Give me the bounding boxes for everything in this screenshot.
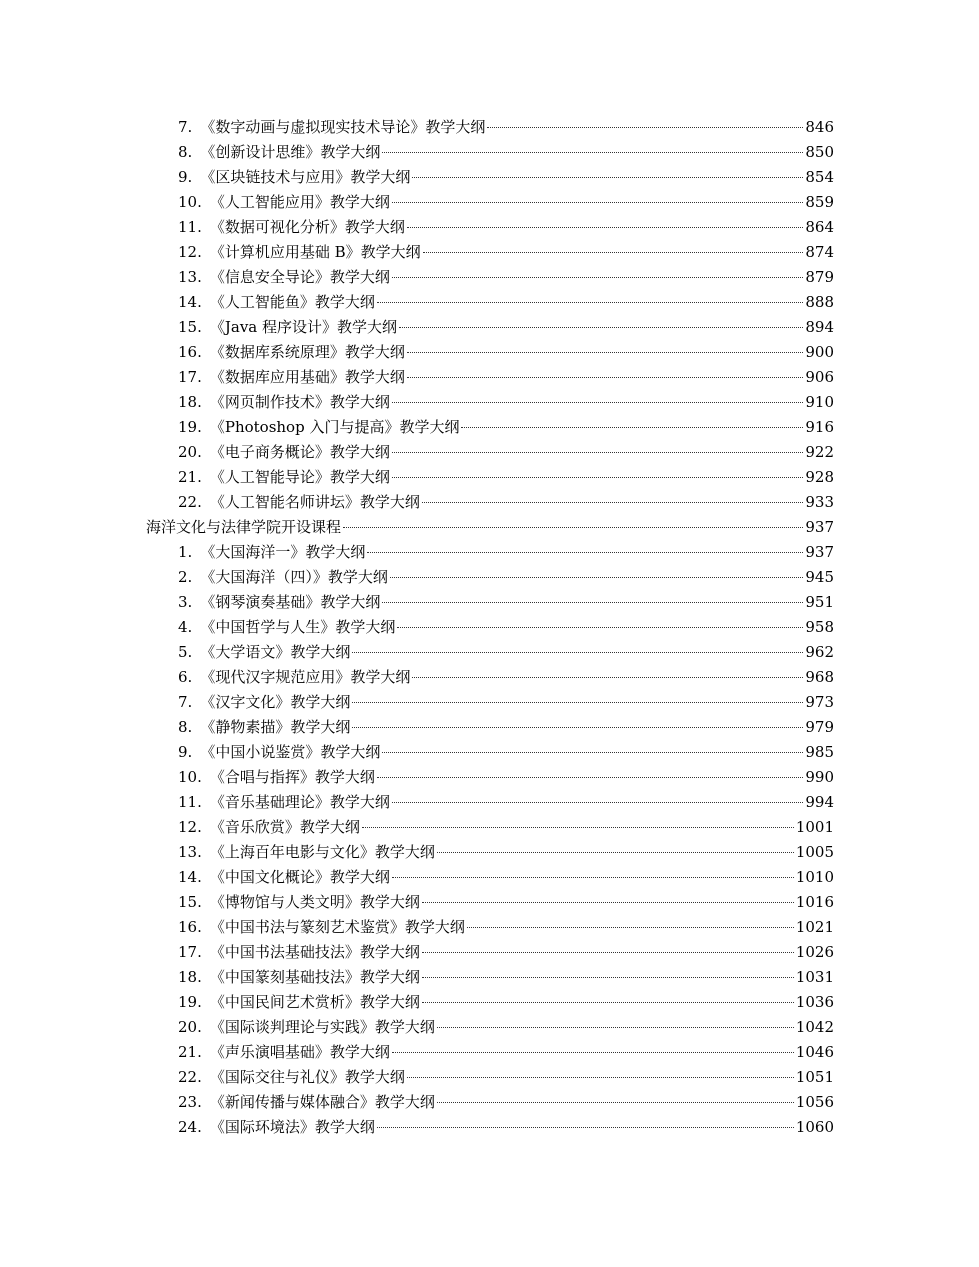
entry-title: 《区块链技术与应用》教学大纲 xyxy=(200,168,411,186)
entry-title: 《国际谈判理论与实践》教学大纲 xyxy=(209,1018,435,1036)
page-number: 910 xyxy=(805,393,834,411)
toc-entry xyxy=(0,665,979,690)
dot-leader xyxy=(367,552,803,553)
dot-leader xyxy=(437,1027,794,1028)
dot-leader xyxy=(422,502,803,503)
toc-entry xyxy=(0,415,979,440)
dot-leader xyxy=(362,827,794,828)
entry-number: 18. xyxy=(178,393,202,411)
entry-number: 10. xyxy=(178,768,202,786)
dot-leader xyxy=(392,802,803,803)
entry-title: 《大国海洋（四）》教学大纲 xyxy=(200,568,388,586)
dot-leader xyxy=(437,1102,794,1103)
toc-entry xyxy=(0,915,979,940)
toc-entry xyxy=(0,765,979,790)
dot-leader xyxy=(382,602,803,603)
toc-entry xyxy=(0,390,979,415)
toc-entry xyxy=(0,190,979,215)
toc-entry xyxy=(0,540,979,565)
table-of-contents xyxy=(0,115,979,1140)
entry-number: 22. xyxy=(178,1068,202,1086)
page-number: 854 xyxy=(805,168,834,186)
dot-leader xyxy=(407,377,803,378)
dot-leader xyxy=(487,127,803,128)
page-number: 864 xyxy=(805,218,834,236)
entry-number: 11. xyxy=(178,793,202,811)
entry-title: 《信息安全导论》教学大纲 xyxy=(209,268,390,286)
entry-title: 《现代汉字规范应用》教学大纲 xyxy=(200,668,411,686)
toc-entry xyxy=(0,690,979,715)
dot-leader xyxy=(352,702,803,703)
page-number: 973 xyxy=(805,693,834,711)
page-number: 846 xyxy=(805,118,834,136)
dot-leader xyxy=(422,977,794,978)
dot-leader xyxy=(392,477,803,478)
page-number: 1001 xyxy=(795,818,834,836)
dot-leader xyxy=(412,177,803,178)
toc-entry xyxy=(0,990,979,1015)
dot-leader xyxy=(423,252,804,253)
toc-entry xyxy=(0,1015,979,1040)
toc-section-heading xyxy=(0,515,979,540)
toc-entry xyxy=(0,440,979,465)
entry-title: 《合唱与指挥》教学大纲 xyxy=(209,768,375,786)
dot-leader xyxy=(377,777,803,778)
toc-entry xyxy=(0,715,979,740)
page-number: 874 xyxy=(805,243,834,261)
dot-leader xyxy=(392,877,794,878)
entry-title: 《数字动画与虚拟现实技术导论》教学大纲 xyxy=(200,118,486,136)
entry-number: 3. xyxy=(178,593,193,611)
toc-entry xyxy=(0,1040,979,1065)
dot-leader xyxy=(461,427,803,428)
entry-title: 《中国小说鉴赏》教学大纲 xyxy=(200,743,381,761)
dot-leader xyxy=(352,727,803,728)
toc-entry xyxy=(0,1115,979,1140)
entry-number: 24. xyxy=(178,1118,202,1136)
page-number: 906 xyxy=(805,368,834,386)
dot-leader xyxy=(407,352,803,353)
entry-number: 2. xyxy=(178,568,193,586)
entry-number: 5. xyxy=(178,643,193,661)
dot-leader xyxy=(382,752,803,753)
entry-number: 21. xyxy=(178,1043,202,1061)
entry-title: 《声乐演唱基础》教学大纲 xyxy=(209,1043,390,1061)
toc-entry xyxy=(0,565,979,590)
page-number: 962 xyxy=(805,643,834,661)
entry-title: 《大国海洋一》教学大纲 xyxy=(200,543,366,561)
entry-title: 《数据可视化分析》教学大纲 xyxy=(209,218,405,236)
toc-entry xyxy=(0,215,979,240)
toc-entry xyxy=(0,290,979,315)
entry-number: 20. xyxy=(178,1018,202,1036)
dot-leader xyxy=(399,327,803,328)
entry-title: 《数据库系统原理》教学大纲 xyxy=(209,343,405,361)
toc-entry xyxy=(0,740,979,765)
page-number: 1056 xyxy=(795,1093,834,1111)
page-number: 958 xyxy=(805,618,834,636)
entry-number: 12. xyxy=(178,243,202,261)
page-number: 900 xyxy=(805,343,834,361)
entry-number: 22. xyxy=(178,493,202,511)
entry-title: 《Photoshop 入门与提高》教学大纲 xyxy=(209,418,460,436)
dot-leader xyxy=(392,277,803,278)
section-title: 海洋文化与法律学院开设课程 xyxy=(146,518,342,536)
entry-title: 《中国书法基础技法》教学大纲 xyxy=(209,943,420,961)
dot-leader xyxy=(392,402,803,403)
page-number: 1016 xyxy=(795,893,834,911)
entry-title: 《音乐欣赏》教学大纲 xyxy=(209,818,360,836)
entry-title: 《创新设计思维》教学大纲 xyxy=(200,143,381,161)
page-number: 888 xyxy=(805,293,834,311)
toc-entry xyxy=(0,590,979,615)
page-number: 1021 xyxy=(795,918,834,936)
entry-number: 14. xyxy=(178,868,202,886)
toc-entry xyxy=(0,790,979,815)
entry-number: 13. xyxy=(178,843,202,861)
dot-leader xyxy=(422,902,794,903)
dot-leader xyxy=(392,202,803,203)
entry-title: 《博物馆与人类文明》教学大纲 xyxy=(209,893,420,911)
entry-number: 9. xyxy=(178,168,193,186)
page-number: 1026 xyxy=(795,943,834,961)
page-number: 1060 xyxy=(795,1118,834,1136)
toc-entry xyxy=(0,340,979,365)
entry-number: 17. xyxy=(178,943,202,961)
entry-number: 20. xyxy=(178,443,202,461)
toc-entry xyxy=(0,315,979,340)
entry-title: 《数据库应用基础》教学大纲 xyxy=(209,368,405,386)
page-number: 994 xyxy=(805,793,834,811)
toc-entry xyxy=(0,815,979,840)
entry-title: 《大学语文》教学大纲 xyxy=(200,643,351,661)
entry-number: 8. xyxy=(178,143,193,161)
dot-leader xyxy=(382,152,803,153)
toc-entry xyxy=(0,965,979,990)
entry-number: 16. xyxy=(178,343,202,361)
dot-leader xyxy=(377,1127,794,1128)
toc-entry xyxy=(0,890,979,915)
dot-leader xyxy=(407,227,803,228)
entry-title: 《Java 程序设计》教学大纲 xyxy=(209,318,398,336)
entry-title: 《上海百年电影与文化》教学大纲 xyxy=(209,843,435,861)
dot-leader xyxy=(412,677,803,678)
page-number: 1042 xyxy=(795,1018,834,1036)
entry-number: 6. xyxy=(178,668,193,686)
entry-number: 17. xyxy=(178,368,202,386)
dot-leader xyxy=(343,527,803,528)
entry-title: 《人工智能名师讲坛》教学大纲 xyxy=(209,493,420,511)
page-number: 928 xyxy=(805,468,834,486)
dot-leader xyxy=(397,627,803,628)
entry-number: 13. xyxy=(178,268,202,286)
page-number: 968 xyxy=(805,668,834,686)
toc-entry xyxy=(0,365,979,390)
entry-number: 21. xyxy=(178,468,202,486)
entry-title: 《国际环境法》教学大纲 xyxy=(209,1118,375,1136)
entry-number: 8. xyxy=(178,718,193,736)
page-number: 937 xyxy=(805,543,834,561)
entry-number: 16. xyxy=(178,918,202,936)
entry-number: 11. xyxy=(178,218,202,236)
dot-leader xyxy=(390,577,804,578)
entry-title: 《人工智能鱼》教学大纲 xyxy=(209,293,375,311)
toc-entry xyxy=(0,1090,979,1115)
dot-leader xyxy=(437,852,794,853)
page-number: 850 xyxy=(805,143,834,161)
entry-title: 《静物素描》教学大纲 xyxy=(200,718,351,736)
page-number: 990 xyxy=(805,768,834,786)
toc-entry xyxy=(0,940,979,965)
toc-entry xyxy=(0,165,979,190)
page-number: 1005 xyxy=(795,843,834,861)
entry-title: 《新闻传播与媒体融合》教学大纲 xyxy=(209,1093,435,1111)
entry-title: 《汉字文化》教学大纲 xyxy=(200,693,351,711)
entry-number: 7. xyxy=(178,693,193,711)
entry-number: 1. xyxy=(178,543,193,561)
entry-number: 19. xyxy=(178,993,202,1011)
page-number: 1036 xyxy=(795,993,834,1011)
entry-title: 《中国文化概论》教学大纲 xyxy=(209,868,390,886)
entry-title: 《钢琴演奏基础》教学大纲 xyxy=(200,593,381,611)
entry-title: 《人工智能导论》教学大纲 xyxy=(209,468,390,486)
entry-title: 《中国书法与篆刻艺术鉴赏》教学大纲 xyxy=(209,918,465,936)
page-number: 1010 xyxy=(795,868,834,886)
entry-number: 15. xyxy=(178,893,202,911)
entry-title: 《网页制作技术》教学大纲 xyxy=(209,393,390,411)
entry-number: 4. xyxy=(178,618,193,636)
dot-leader xyxy=(392,452,803,453)
entry-title: 《中国民间艺术赏析》教学大纲 xyxy=(209,993,420,1011)
page-number: 879 xyxy=(805,268,834,286)
entry-number: 15. xyxy=(178,318,202,336)
entry-title: 《音乐基础理论》教学大纲 xyxy=(209,793,390,811)
page-number: 985 xyxy=(805,743,834,761)
entry-title: 《计算机应用基础 B》教学大纲 xyxy=(209,243,421,261)
entry-number: 14. xyxy=(178,293,202,311)
toc-entry xyxy=(0,640,979,665)
page-number: 933 xyxy=(805,493,834,511)
toc-entry xyxy=(0,490,979,515)
dot-leader xyxy=(422,1002,794,1003)
entry-number: 23. xyxy=(178,1093,202,1111)
toc-entry xyxy=(0,465,979,490)
entry-title: 《电子商务概论》教学大纲 xyxy=(209,443,390,461)
entry-number: 19. xyxy=(178,418,202,436)
entry-title: 《中国篆刻基础技法》教学大纲 xyxy=(209,968,420,986)
page-number: 894 xyxy=(805,318,834,336)
entry-title: 《中国哲学与人生》教学大纲 xyxy=(200,618,396,636)
entry-number: 10. xyxy=(178,193,202,211)
dot-leader xyxy=(407,1077,794,1078)
page-number: 937 xyxy=(805,518,834,536)
toc-entry xyxy=(0,615,979,640)
entry-number: 18. xyxy=(178,968,202,986)
page-number: 916 xyxy=(805,418,834,436)
dot-leader xyxy=(467,927,794,928)
toc-entry xyxy=(0,140,979,165)
toc-entry xyxy=(0,115,979,140)
toc-entry xyxy=(0,265,979,290)
toc-entry xyxy=(0,865,979,890)
entry-title: 《人工智能应用》教学大纲 xyxy=(209,193,390,211)
toc-entry xyxy=(0,240,979,265)
dot-leader xyxy=(377,302,803,303)
dot-leader xyxy=(392,1052,794,1053)
toc-entry xyxy=(0,1065,979,1090)
toc-entry xyxy=(0,840,979,865)
page-number: 1031 xyxy=(795,968,834,986)
entry-number: 12. xyxy=(178,818,202,836)
dot-leader xyxy=(422,952,794,953)
page-number: 1046 xyxy=(795,1043,834,1061)
page-number: 951 xyxy=(805,593,834,611)
page-number: 1051 xyxy=(795,1068,834,1086)
dot-leader xyxy=(352,652,803,653)
page-number: 922 xyxy=(805,443,834,461)
entry-title: 《国际交往与礼仪》教学大纲 xyxy=(209,1068,405,1086)
page-number: 945 xyxy=(805,568,834,586)
page-number: 979 xyxy=(805,718,834,736)
entry-number: 7. xyxy=(178,118,193,136)
entry-number: 9. xyxy=(178,743,193,761)
page-number: 859 xyxy=(805,193,834,211)
